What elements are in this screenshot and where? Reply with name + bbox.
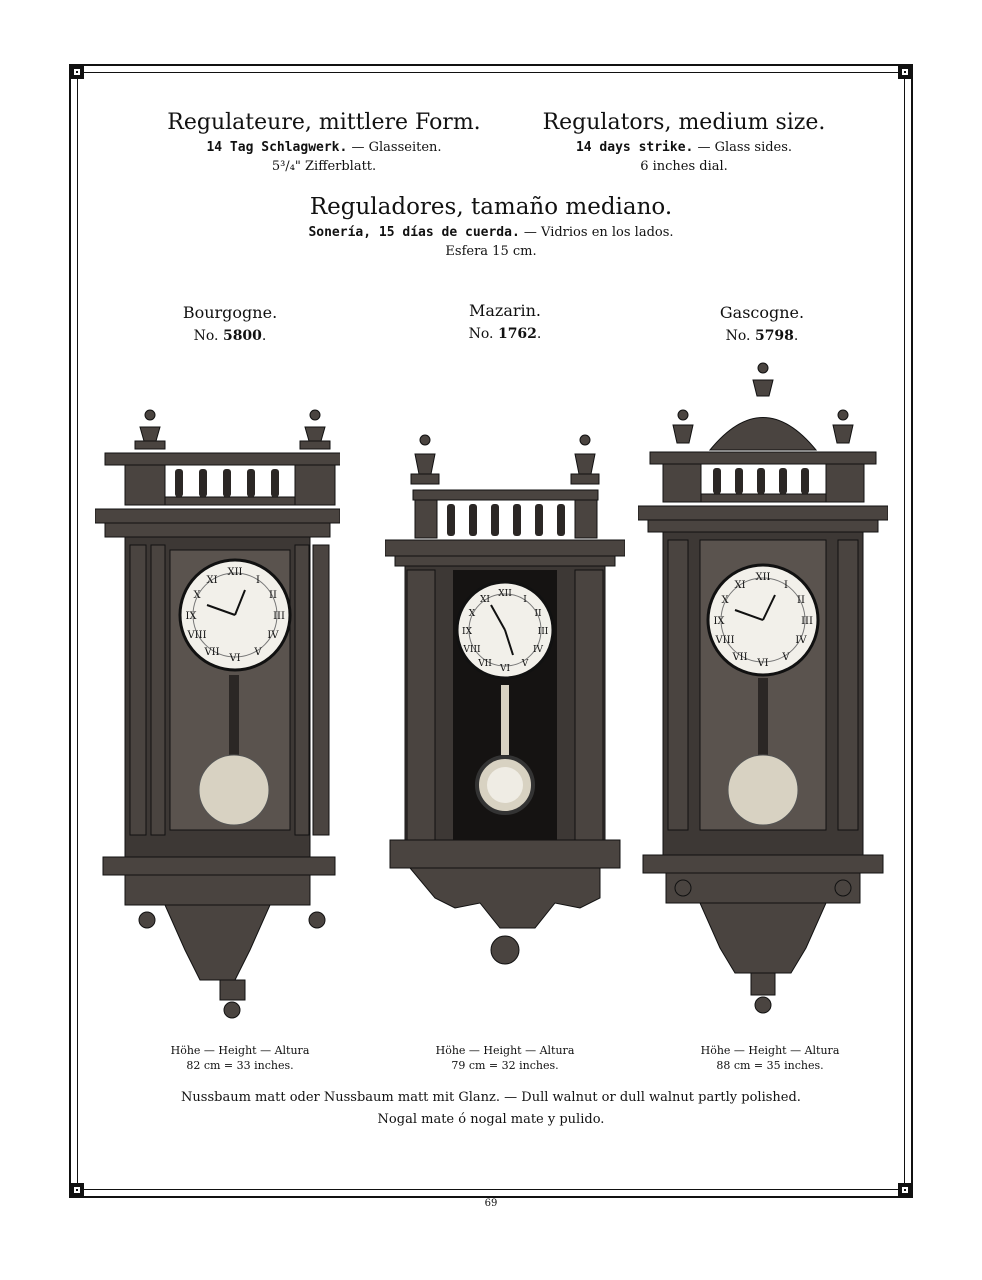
clock-number: 5798 <box>754 328 794 344</box>
svg-text:VI: VI <box>229 653 241 664</box>
svg-text:X: X <box>721 595 729 606</box>
header-german <box>134 108 514 176</box>
svg-text:V: V <box>254 647 262 658</box>
clock-no-suffix: . <box>261 328 267 344</box>
svg-text:XII: XII <box>755 572 771 583</box>
header-english-strike: 14 days strike. <box>575 140 694 155</box>
svg-text:VI: VI <box>757 658 769 669</box>
svg-text:I: I <box>784 580 788 591</box>
height-label: Höhe — Height — Altura <box>435 1044 575 1057</box>
clock-illustration-gascogne <box>638 360 888 1030</box>
header-spanish-title: Reguladores, tamaño mediano. <box>309 194 673 220</box>
clock-name: Mazarin. <box>468 301 542 320</box>
header-spanish-glass: — Vidrios en los lados. <box>519 225 674 240</box>
svg-text:IV: IV <box>267 630 279 641</box>
svg-text:XI: XI <box>480 595 490 605</box>
svg-text:II: II <box>797 595 805 606</box>
frame-corner-ornament <box>70 65 84 79</box>
clock-illustration-mazarin <box>385 430 625 970</box>
height-label: Höhe — Height — Altura <box>170 1044 310 1057</box>
height-label: Höhe — Height — Altura <box>700 1044 840 1057</box>
clock-no-prefix: No. <box>193 328 219 344</box>
svg-text:VII: VII <box>732 652 748 663</box>
finish-line-2: Nogal mate ó nogal mate y pulido. <box>377 1112 605 1127</box>
svg-text:X: X <box>468 609 476 619</box>
clock-spec-gascogne <box>670 1043 870 1073</box>
clock-number: 5800 <box>222 328 262 344</box>
svg-text:IX: IX <box>185 611 197 622</box>
svg-text:III: III <box>801 616 813 627</box>
svg-text:XI: XI <box>734 580 746 591</box>
svg-text:II: II <box>269 590 277 601</box>
svg-text:XII: XII <box>227 567 243 578</box>
finish-line-1: Nussbaum matt oder Nussbaum matt mit Glanz. — Dull walnut or dull walnut partly polished. <box>181 1090 801 1105</box>
svg-text:V: V <box>521 659 529 669</box>
clock-label-gascogne <box>672 302 852 348</box>
header-german-dial: 5³/₄" Zifferblatt. <box>271 159 377 174</box>
header-english-glass: — Glass sides. <box>693 140 793 155</box>
header-english-dial: 6 inches dial. <box>640 159 728 174</box>
header-german-strike: 14 Tag Schlagwerk. <box>206 140 348 155</box>
svg-text:IV: IV <box>532 645 544 655</box>
clock-no-suffix: . <box>536 326 542 342</box>
svg-text:XII: XII <box>498 589 512 599</box>
finish-description <box>141 1087 841 1131</box>
header-german-glass: — Glasseiten. <box>347 140 442 155</box>
svg-text:IX: IX <box>462 627 472 637</box>
svg-text:I: I <box>256 575 260 586</box>
svg-text:VI: VI <box>499 664 511 674</box>
svg-text:V: V <box>782 652 790 663</box>
svg-text:I: I <box>523 595 527 605</box>
clock-label-mazarin <box>415 300 595 346</box>
page-number: 69 <box>484 1198 498 1209</box>
clock-label-bourgogne <box>140 302 320 348</box>
clock-no-prefix: No. <box>468 326 494 342</box>
frame-corner-ornament <box>898 1183 912 1197</box>
header-english-title: Regulators, medium size. <box>542 110 826 135</box>
clock-spec-mazarin <box>405 1043 605 1073</box>
header-spanish-strike: Sonería, 15 días de cuerda. <box>308 225 520 240</box>
svg-text:III: III <box>537 627 549 637</box>
svg-text:IV: IV <box>795 635 807 646</box>
svg-text:XI: XI <box>206 575 218 586</box>
height-value: 82 cm = 33 inches. <box>186 1059 294 1072</box>
svg-text:VIII: VIII <box>715 635 735 646</box>
svg-text:II: II <box>534 609 542 619</box>
svg-text:VIII: VIII <box>187 630 207 641</box>
height-value: 79 cm = 32 inches. <box>451 1059 559 1072</box>
clock-no-prefix: No. <box>725 328 751 344</box>
frame-corner-ornament <box>70 1183 84 1197</box>
header-german-title: Regulateure, mittlere Form. <box>167 110 481 135</box>
clock-number: 1762 <box>497 326 537 342</box>
svg-text:VII: VII <box>478 659 492 669</box>
header-spanish <box>241 191 741 261</box>
clock-no-suffix: . <box>793 328 799 344</box>
clock-spec-bourgogne <box>140 1043 340 1073</box>
svg-text:IX: IX <box>713 616 725 627</box>
height-value: 88 cm = 35 inches. <box>716 1059 824 1072</box>
clock-name: Gascogne. <box>719 303 805 322</box>
frame-corner-ornament <box>898 65 912 79</box>
svg-text:III: III <box>273 611 285 622</box>
header-english <box>494 108 874 176</box>
clock-name: Bourgogne. <box>182 303 278 322</box>
svg-text:X: X <box>193 590 201 601</box>
svg-text:VII: VII <box>204 647 220 658</box>
svg-text:VIII: VIII <box>463 645 481 655</box>
header-spanish-dial: Esfera 15 cm. <box>445 244 537 259</box>
clock-illustration-bourgogne <box>95 405 340 1035</box>
